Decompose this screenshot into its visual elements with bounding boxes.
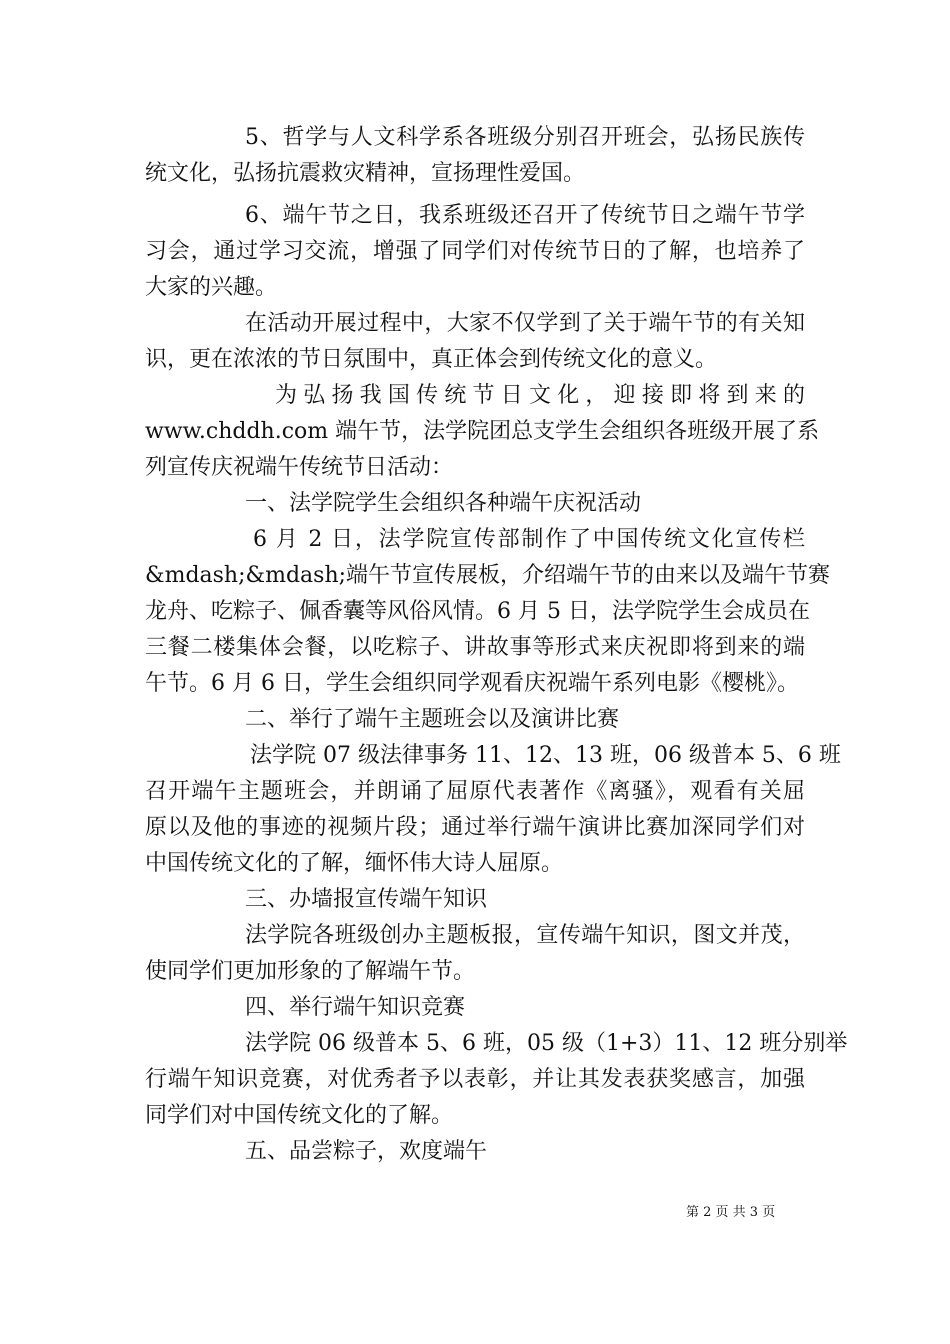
body-text-line: 三餐二楼集体会餐，以吃粽子、讲故事等形式来庆祝即将到来的端: [145, 635, 805, 660]
body-text-line: 大家的兴趣。: [145, 275, 278, 300]
body-text-line: 龙舟、吃粽子、佩香囊等风俗风情。6 月 5 日，法学院学生会成员在: [145, 599, 810, 624]
body-text-line: 习会，通过学习交流，增强了同学们对传统节日的了解，也培养了: [145, 239, 805, 264]
body-text-line: 6 月 2 日，法学院宣传部制作了中国传统文化宣传栏: [253, 527, 805, 552]
body-text-line: 5、哲学与人文科学系各班级分别召开班会，弘扬民族传: [245, 125, 805, 150]
section-heading: 三、办墙报宣传端午知识: [245, 887, 488, 912]
body-text-line: 原以及他的事迹的视频片段；通过举行端午演讲比赛加深同学们对: [145, 815, 805, 840]
body-text-line: 法学院 06 级普本 5、6 班，05 级（1+3）11、12 班分别举: [245, 1031, 848, 1056]
body-text-line: 同学们对中国传统文化的了解。: [145, 1103, 454, 1128]
body-text-line: 召开端午主题班会，并朗诵了屈原代表著作《离骚》，观看有关屈: [145, 779, 805, 804]
body-text-line: 中国传统文化的了解，缅怀伟大诗人屈原。: [145, 851, 564, 876]
section-heading: 四、举行端午知识竞赛: [245, 995, 466, 1020]
body-text-line: www.chddh.com 端午节，法学院团总支学生会组织各班级开展了系: [145, 419, 820, 444]
body-text-line: 行端午知识竞赛，对优秀者予以表彰，并让其发表获奖感言，加强: [145, 1067, 805, 1092]
body-text-line: 统文化，弘扬抗震救灾精神，宣扬理性爱国。: [145, 161, 586, 186]
page-number-footer: 第 2 页 共 3 页: [686, 1205, 776, 1220]
body-text-line: 识，更在浓浓的节日氛围中，真正体会到传统文化的意义。: [145, 347, 718, 372]
body-text-line: &mdash;&mdash;端午节宣传展板，介绍端午节的由来以及端午节赛: [145, 563, 831, 588]
body-text-line: 法学院 07 级法律事务 11、12、13 班，06 级普本 5、6 班: [250, 743, 841, 768]
body-text-line: 列宣传庆祝端午传统节日活动：: [145, 455, 454, 480]
section-heading: 五、品尝粽子，欢度端午: [245, 1139, 488, 1164]
body-text-line: 法学院各班级创办主题板报，宣传端午知识，图文并茂，: [245, 923, 805, 948]
section-heading: 二、举行了端午主题班会以及演讲比赛: [245, 707, 620, 732]
section-heading: 一、法学院学生会组织各种端午庆祝活动: [245, 491, 642, 516]
body-text-line: 6、端午节之日，我系班级还召开了传统节日之端午节学: [245, 203, 805, 228]
body-text-line: 使同学们更加形象的了解端午节。: [145, 959, 476, 984]
body-text-line: 为弘扬我国传统节日文化，迎接即将到来的: [275, 383, 805, 408]
body-text-line: 在活动开展过程中，大家不仅学到了关于端午节的有关知: [245, 311, 805, 336]
body-text-line: 午节。6 月 6 日，学生会组织同学观看庆祝端午系列电影《樱桃》。: [145, 671, 799, 696]
